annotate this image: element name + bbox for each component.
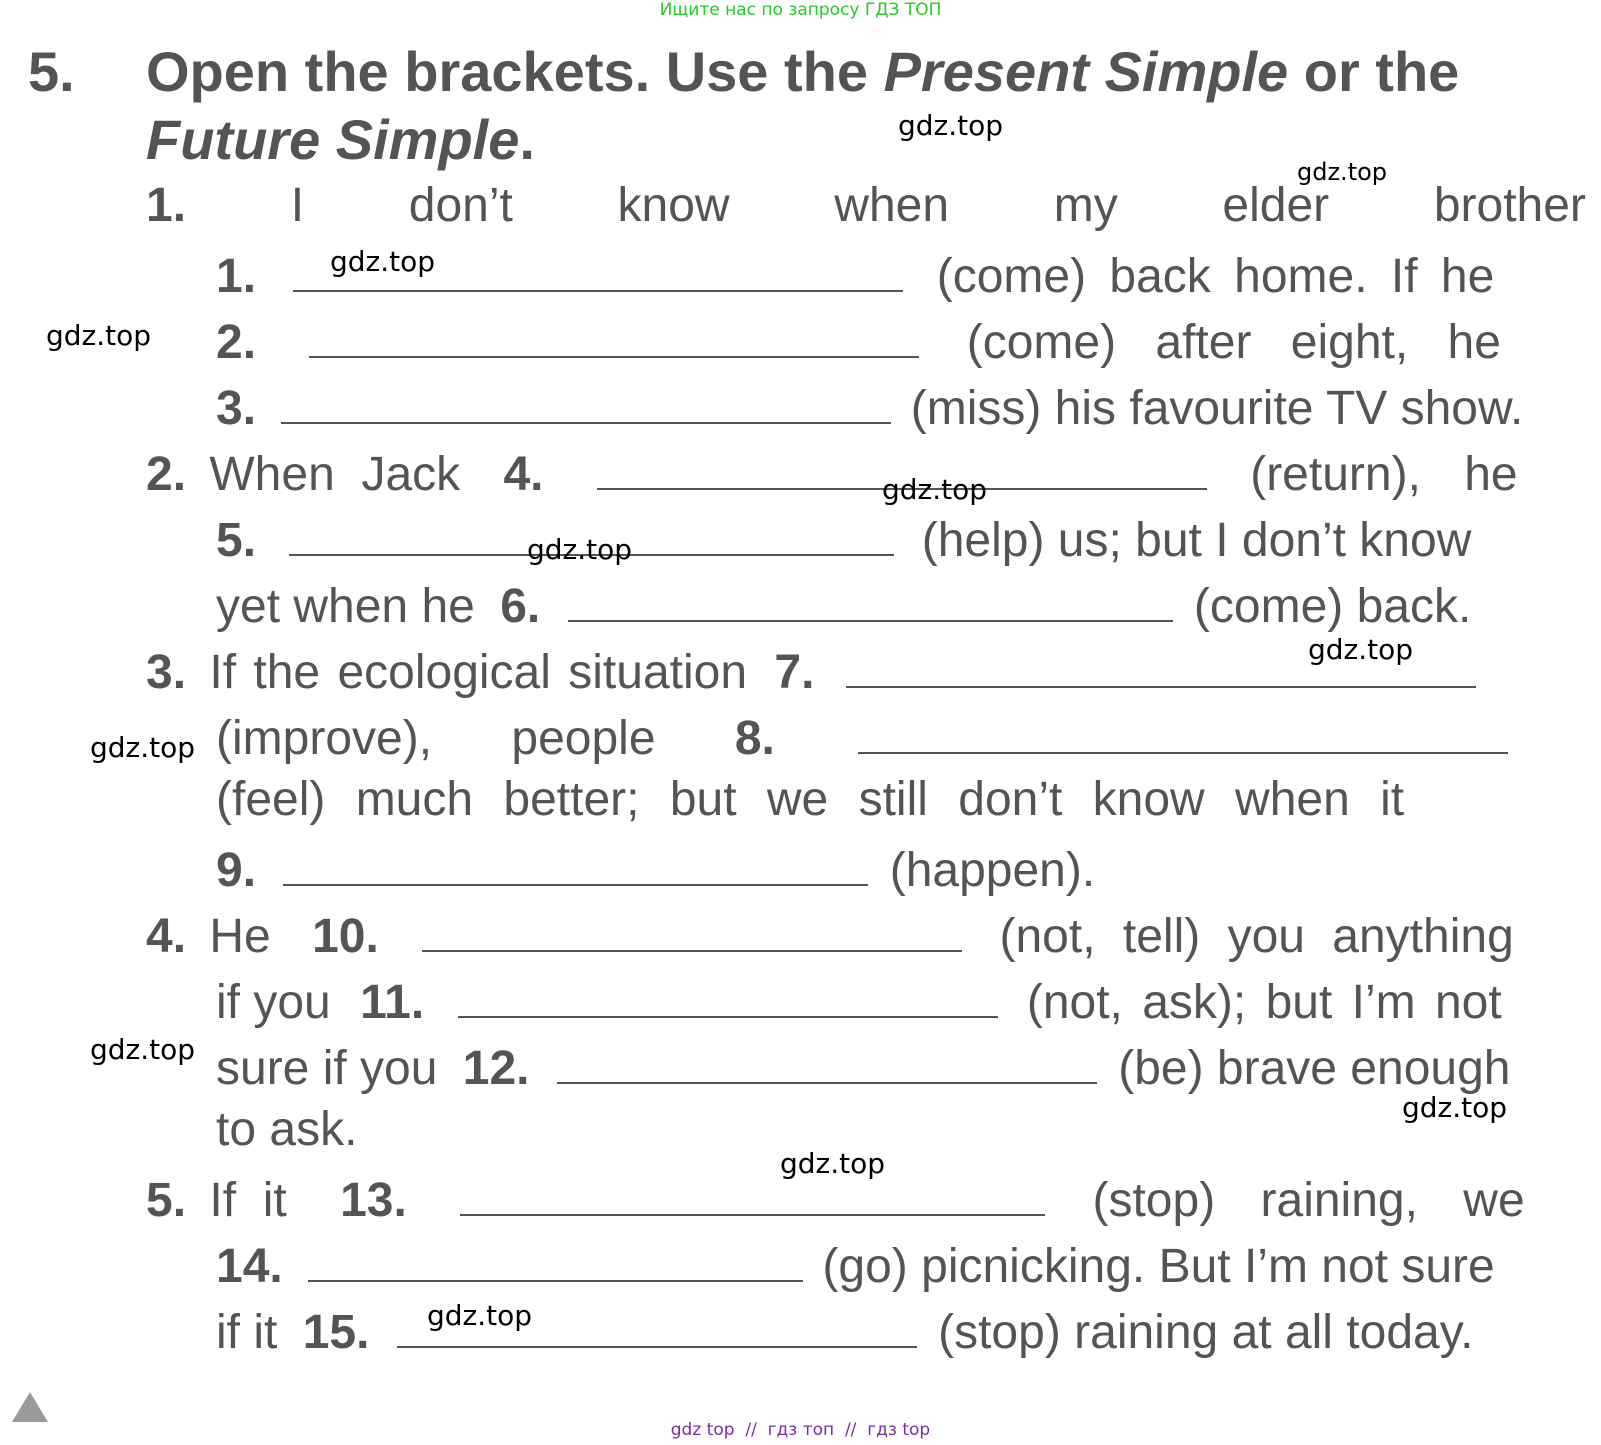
sentence-3-line-2 bbox=[216, 710, 1586, 763]
watermark: gdz.top bbox=[898, 109, 1004, 142]
blank-number: 9. bbox=[216, 844, 257, 897]
watermark: gdz.top bbox=[882, 473, 988, 506]
sentence-text: (not, ask); but I’m not bbox=[1026, 976, 1502, 1029]
answer-blank-9[interactable] bbox=[283, 842, 868, 886]
item-number: 1. bbox=[146, 179, 187, 232]
watermark: gdz.top bbox=[1402, 1091, 1508, 1124]
watermark: gdz.top bbox=[527, 533, 633, 566]
blank-number: 8. bbox=[734, 712, 775, 765]
watermark: gdz.top bbox=[330, 245, 436, 278]
blank-number: 12. bbox=[462, 1042, 530, 1095]
footer-links[interactable]: gdz top // гдз топ // гдз top bbox=[670, 1420, 931, 1440]
answer-blank-13[interactable] bbox=[460, 1172, 1045, 1216]
sentence-1-line-3 bbox=[216, 314, 1586, 367]
word: don’t bbox=[408, 179, 513, 232]
blank-number: 4. bbox=[503, 448, 544, 501]
word: when bbox=[834, 179, 950, 232]
exercise-title-continued: Future Simple. bbox=[146, 108, 535, 171]
answer-blank-11[interactable] bbox=[458, 974, 998, 1018]
exercise-number: 5. bbox=[28, 40, 75, 103]
blank-number: 2. bbox=[216, 316, 257, 369]
watermark: gdz.top bbox=[46, 319, 152, 352]
item-number: 5. bbox=[146, 1174, 187, 1227]
sentence-text: yet when he bbox=[216, 580, 475, 633]
exercise-title: Open the brackets. Use the Present Simple or the bbox=[146, 40, 1460, 103]
sentence-text: if it bbox=[216, 1306, 278, 1359]
sentence-5-line-3 bbox=[216, 1299, 1586, 1359]
blank-number: 3. bbox=[216, 382, 257, 435]
sentence-text: (come) after eight, he bbox=[966, 316, 1501, 369]
sentence-text: (stop) raining, we bbox=[1092, 1174, 1525, 1227]
sentence-text: (go) picnicking. But I’m not sure bbox=[822, 1240, 1495, 1293]
word: my bbox=[1053, 179, 1118, 232]
sentence-text: (return), he bbox=[1250, 448, 1518, 501]
answer-blank-3[interactable] bbox=[281, 380, 891, 424]
sentence-text: (not, tell) you anything bbox=[999, 910, 1514, 963]
sentence-text: (miss) his favourite TV show. bbox=[910, 382, 1524, 435]
sentence-text: If it bbox=[209, 1174, 287, 1227]
word: know bbox=[617, 179, 730, 232]
sentence-text: He bbox=[209, 910, 271, 963]
word: brother bbox=[1433, 179, 1586, 232]
blank-number: 11. bbox=[360, 976, 425, 1029]
answer-blank-2[interactable] bbox=[309, 314, 919, 358]
watermark: gdz.top bbox=[427, 1299, 533, 1332]
sentence-3-line-3 bbox=[216, 773, 1586, 826]
item-number: 2. bbox=[146, 448, 187, 501]
item-number: 3. bbox=[146, 646, 187, 699]
answer-blank-6[interactable] bbox=[568, 578, 1173, 622]
sentence-text: (improve), bbox=[216, 712, 433, 765]
sentence-2-line-1 bbox=[146, 446, 1586, 499]
answer-blank-14[interactable] bbox=[308, 1238, 803, 1282]
blank-number: 13. bbox=[340, 1174, 407, 1227]
sentence-text: (come) back home. If he bbox=[936, 250, 1495, 303]
sentence-2-line-3 bbox=[216, 578, 1586, 631]
sentence-text: people bbox=[511, 712, 656, 765]
sentence-4-line-4 bbox=[216, 1103, 1586, 1156]
sentence-1-line-4 bbox=[216, 380, 1586, 433]
page-corner-triangle-icon bbox=[12, 1392, 48, 1422]
sentence-text: if you bbox=[216, 976, 331, 1029]
sentence-text: (feel) much better; but we still don’t know when it bbox=[216, 773, 1405, 826]
sentence-text: (be) brave enough bbox=[1118, 1042, 1511, 1095]
sentence-text: (help) us; but I don’t know bbox=[921, 514, 1472, 567]
blank-number: 5. bbox=[216, 514, 257, 567]
answer-blank-12[interactable] bbox=[557, 1040, 1097, 1084]
blank-number: 1. bbox=[216, 250, 257, 303]
sentence-2-line-2 bbox=[216, 512, 1586, 565]
sentence-1-line-1 bbox=[146, 179, 1586, 232]
blank-number: 6. bbox=[500, 580, 541, 633]
blank-number: 14. bbox=[216, 1240, 283, 1293]
watermark: gdz.top bbox=[1308, 633, 1414, 666]
sentence-4-line-3 bbox=[216, 1040, 1586, 1093]
answer-blank-10[interactable] bbox=[422, 908, 962, 952]
blank-number: 15. bbox=[302, 1306, 370, 1359]
answer-blank-8[interactable] bbox=[858, 710, 1508, 754]
sentence-text: (come) back. bbox=[1193, 580, 1472, 633]
item-number: 4. bbox=[146, 910, 187, 963]
sentence-4-line-2 bbox=[216, 974, 1586, 1027]
watermark: gdz.top bbox=[780, 1147, 886, 1180]
sentence-text: If the ecological situation bbox=[209, 646, 748, 699]
watermark: gdz.top bbox=[90, 1033, 196, 1066]
top-search-link[interactable]: Ищите нас по запросу ГДЗ ТОП bbox=[659, 0, 942, 20]
blank-number: 10. bbox=[312, 910, 379, 963]
watermark: gdz.top bbox=[90, 731, 196, 764]
watermark: gdz.top bbox=[1297, 158, 1388, 186]
sentence-4-line-1 bbox=[146, 908, 1586, 961]
blank-number: 7. bbox=[774, 646, 815, 699]
sentence-text: to ask. bbox=[216, 1103, 358, 1156]
sentence-text: sure if you bbox=[216, 1042, 438, 1095]
word: I bbox=[290, 179, 305, 232]
sentence-5-line-2 bbox=[216, 1238, 1586, 1291]
sentence-text: When Jack bbox=[209, 448, 461, 501]
sentence-text: (happen). bbox=[889, 844, 1096, 897]
sentence-text: (stop) raining at all today. bbox=[938, 1306, 1474, 1359]
sentence-3-line-4 bbox=[216, 842, 1586, 895]
word: elder bbox=[1222, 179, 1330, 232]
